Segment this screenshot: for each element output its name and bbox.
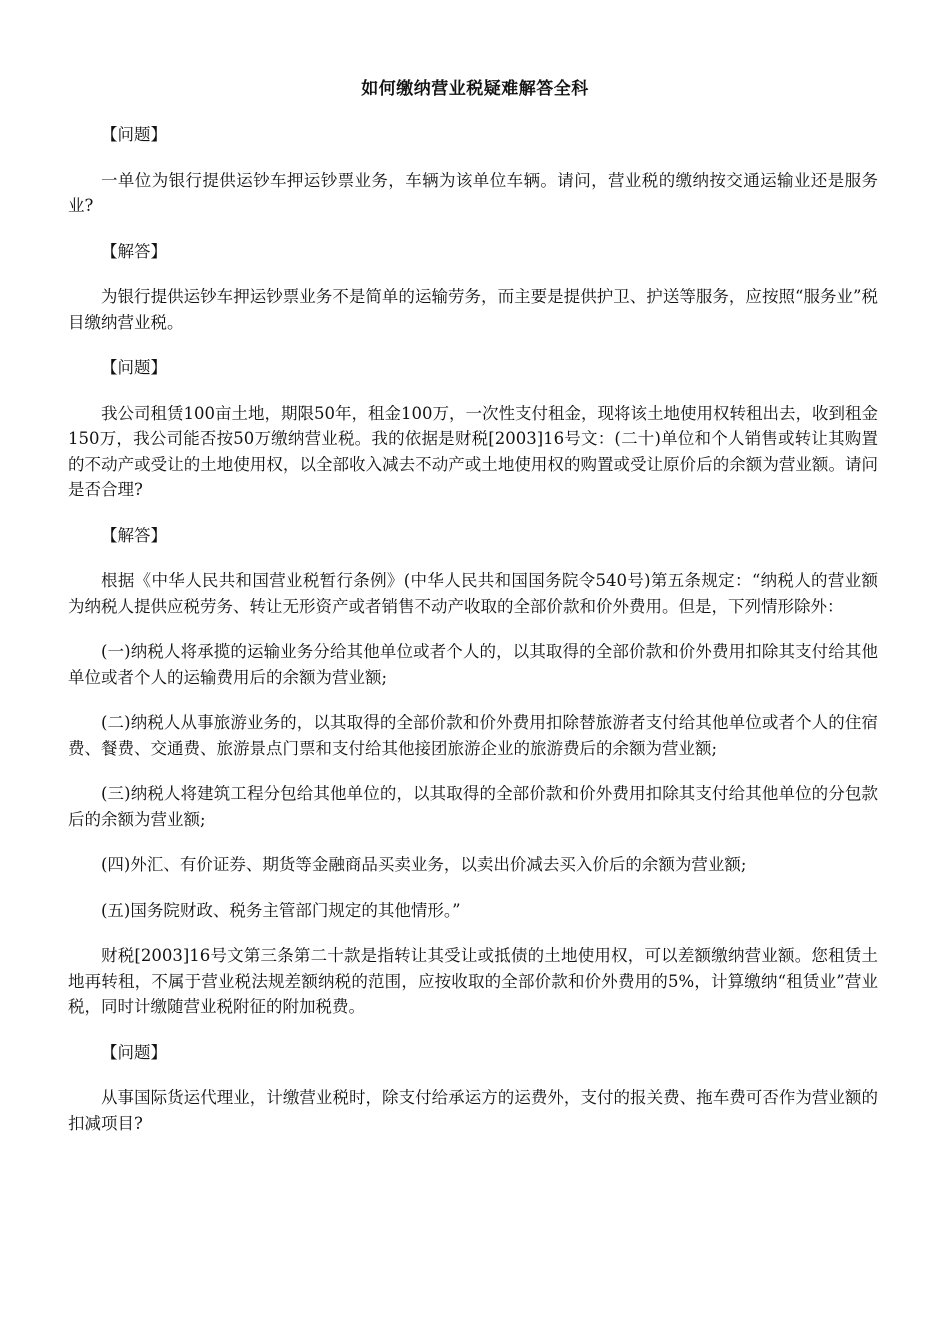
question-text: 从事国际货运代理业，计缴营业税时，除支付给承运方的运费外，支付的报关费、拖车费可否作为营业额的扣减项目?	[68, 1088, 878, 1133]
document-title: 如何缴纳营业税疑难解答全科	[361, 79, 589, 99]
answer-text: 为银行提供运钞车押运钞票业务不是简单的运输劳务，而主要是提供护卫、护送等服务，应按照“服务业”税目缴纳营业税。	[68, 287, 878, 332]
answer-text: 根据《中华人民共和国营业税暂行条例》(中华人民共和国国务院令540号)第五条规定：“纳税人的营业额为纳税人提供应税劳务、转让无形资产或者销售不动产收取的全部价款和价外费用。但是，下列情形除外：	[68, 571, 878, 616]
document-body	[68, 122, 878, 1156]
answer-label: 【解答】	[101, 241, 167, 261]
answer-list-item: (三)纳税人将建筑工程分包给其他单位的，以其取得的全部价款和价外费用扣除其支付给其他单位的分包款后的余额为营业额;	[68, 784, 878, 829]
answer-list-item: (一)纳税人将承揽的运输业务分给其他单位或者个人的，以其取得的全部价款和价外费用扣除其支付给其他单位或者个人的运输费用后的余额为营业额;	[68, 642, 878, 687]
question-label: 【问题】	[101, 1042, 167, 1062]
answer-text: 财税[2003]16号文第三条第二十款是指转让其受让或抵债的土地使用权，可以差额缴纳营业额。您租赁土地再转租，不属于营业税法规差额纳税的范围，应按收取的全部价款和价外费用的5%，计算缴纳“租赁业”营业税，同时计缴随营业税附征的附加税费。	[68, 946, 878, 1016]
question-label: 【问题】	[101, 358, 167, 377]
question-label: 【问题】	[101, 125, 167, 144]
question-text: 一单位为银行提供运钞车押运钞票业务，车辆为该单位车辆。请问，营业税的缴纳按交通运输业还是服务业?	[68, 170, 878, 215]
answer-list-item: (五)国务院财政、税务主管部门规定的其他情形。”	[101, 900, 461, 920]
answer-label: 【解答】	[101, 525, 167, 545]
question-text: 我公司租赁100亩土地，期限50年，租金100万，一次性支付租金，现将该土地使用权转租出去，收到租金150万，我公司能否按50万缴纳营业税。我的依据是财税[2003]16号文：(二十)单位和个人销售或转让其购置的不动产或受让的土地使用权，以全部收入减去不动产或土地使用权的购置或受让原价后的余额为营业额。请问是否合理?	[68, 403, 878, 499]
answer-list-item: (四)外汇、有价证券、期货等金融商品买卖业务，以卖出价减去买入价后的余额为营业额;	[101, 855, 747, 874]
answer-list-item: (二)纳税人从事旅游业务的，以其取得的全部价款和价外费用扣除替旅游者支付给其他单位或者个人的住宿费、餐费、交通费、旅游景点门票和支付给其他接团旅游企业的旅游费后的余额为营业额;	[68, 713, 878, 758]
